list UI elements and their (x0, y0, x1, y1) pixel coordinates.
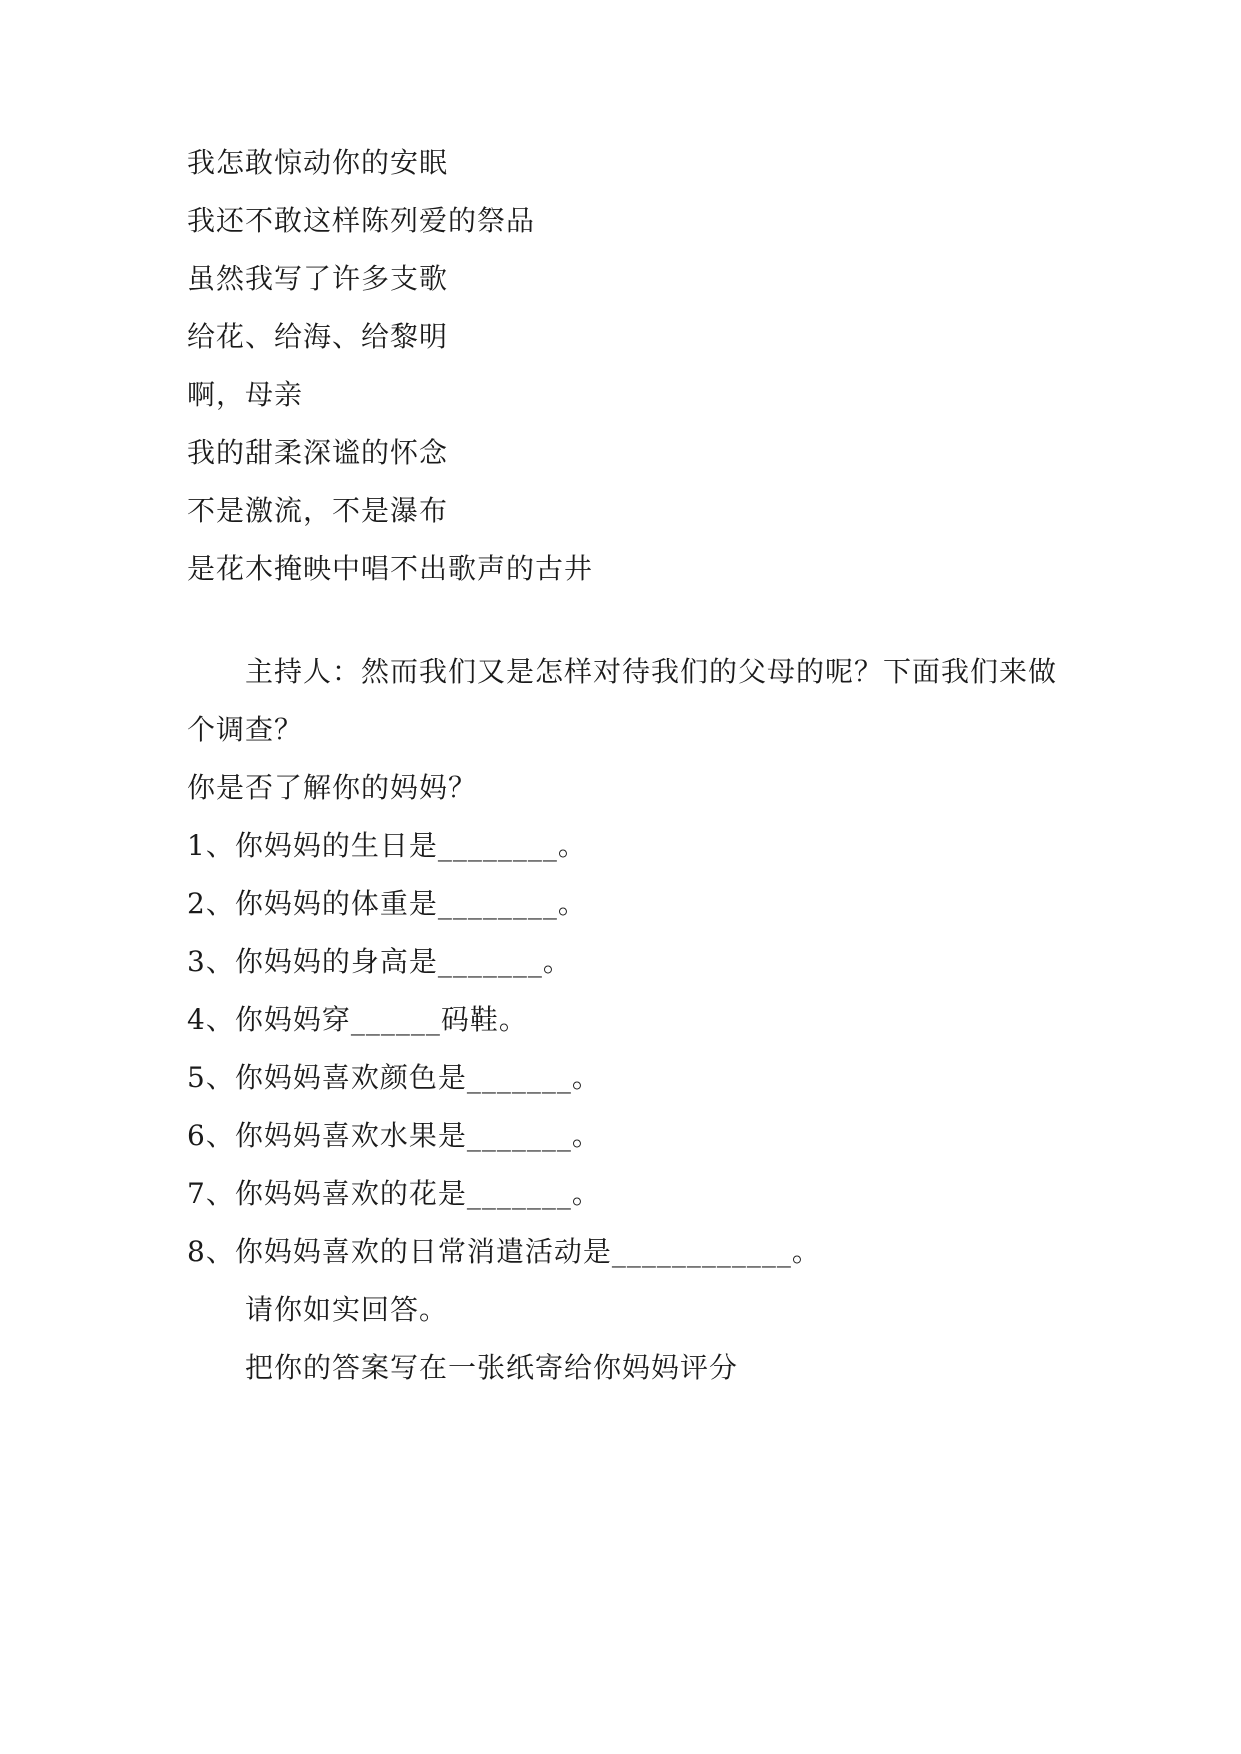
survey-title: 你是否了解你的妈妈？ (187, 771, 478, 804)
host-paragraph-line: 主持人：然而我们又是怎样对待我们的父母的呢？下面我们来做 (245, 655, 1058, 688)
survey-question: 3、你妈妈的身高是_______。 (187, 945, 572, 978)
survey-question: 7、你妈妈喜欢的花是_______。 (187, 1177, 601, 1210)
poem-line: 我还不敢这样陈列爱的祭品 (187, 204, 536, 237)
poem-line: 是花木掩映中唱不出歌声的古井 (187, 552, 594, 585)
poem-line: 给花、给海、给黎明 (187, 320, 449, 353)
survey-question: 5、你妈妈喜欢颜色是_______。 (187, 1061, 601, 1094)
poem-line: 我怎敢惊动你的安眠 (187, 146, 449, 179)
survey-question: 6、你妈妈喜欢水果是_______。 (187, 1119, 601, 1152)
survey-instruction: 把你的答案写在一张纸寄给你妈妈评分 (245, 1351, 739, 1384)
survey-question: 8、你妈妈喜欢的日常消遣活动是____________。 (187, 1235, 821, 1268)
poem-line: 虽然我写了许多支歌 (187, 262, 449, 295)
poem-line: 不是激流，不是瀑布 (187, 494, 449, 527)
survey-instruction: 请你如实回答。 (245, 1293, 449, 1326)
survey-question: 4、你妈妈穿______码鞋。 (187, 1003, 528, 1036)
survey-question: 2、你妈妈的体重是________。 (187, 887, 587, 920)
poem-line: 啊，母亲 (187, 378, 304, 411)
host-paragraph-line: 个调查？ (187, 713, 304, 746)
survey-question: 1、你妈妈的生日是________。 (187, 829, 587, 862)
poem-line: 我的甜柔深谧的怀念 (187, 436, 449, 469)
